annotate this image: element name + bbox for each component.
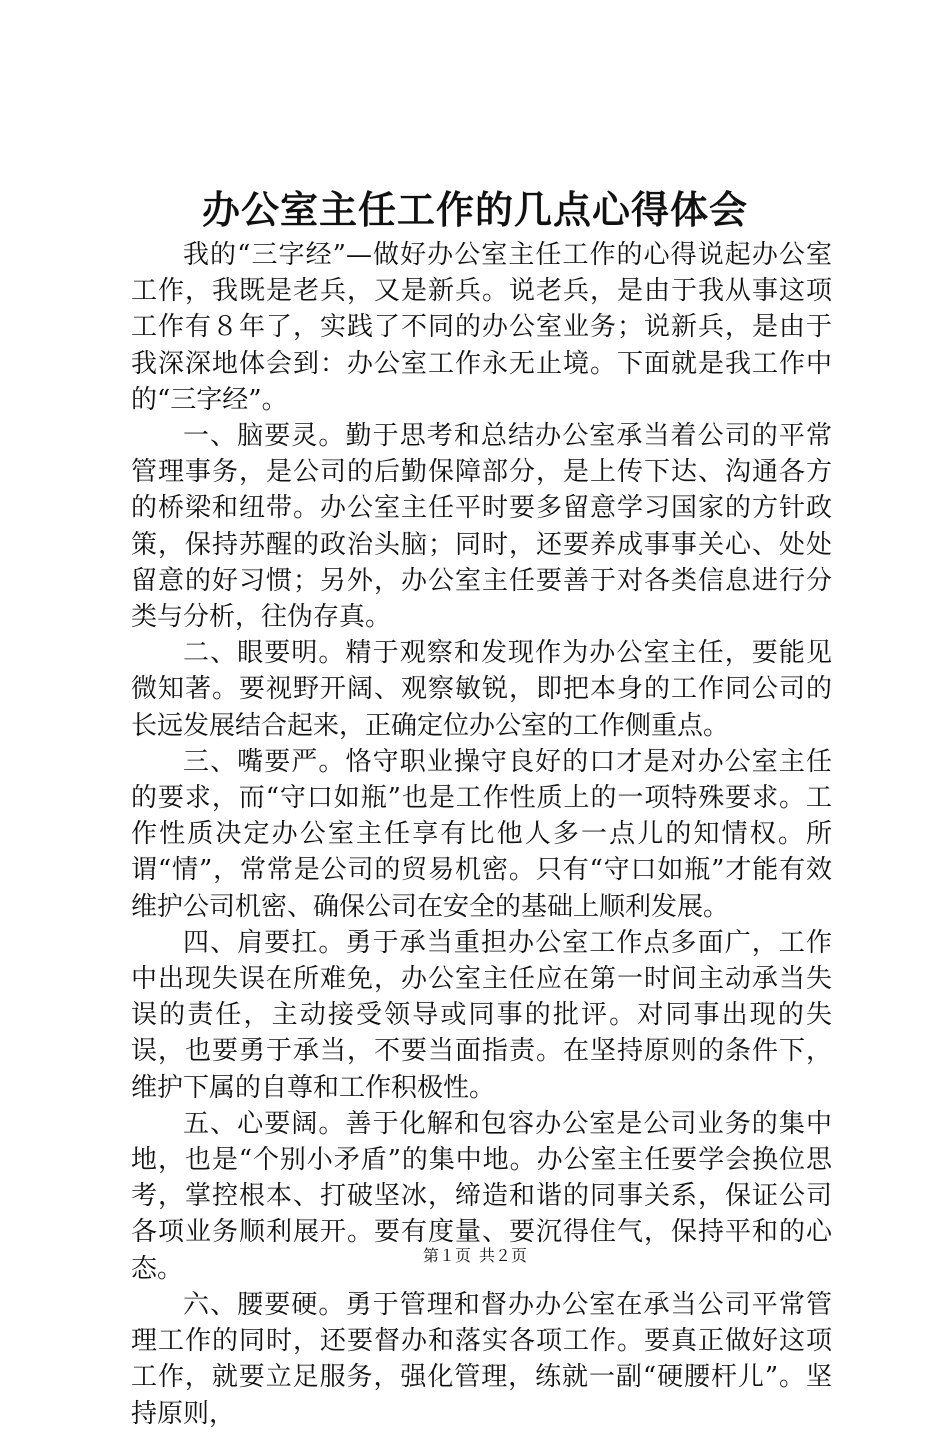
document-title: 办公室主任工作的几点心得体会: [201, 187, 748, 232]
paragraph-brain: 一、脑要灵。勤于思考和总结办公室承当着公司的平常管理事务，是公司的后勤保障部分，是上传下达、沟通各方的桥梁和纽带。办公室主任平时要多留意学习国家的方针政策，保持苏醒的政治头脑；同时，还要养成事事关心、处处留意的好习惯；另外，办公室主任要善于对各类信息进行分类与分析，往伪存真。: [131, 421, 832, 633]
paragraph-heart: 五、心要阔。善于化解和包容办公室是公司业务的集中地，也是“个别小矛盾”的集中地。办公室主任要学会换位思考，掌控根本、打破坚冰，缔造和谐的同事关系，保证公司各项业务顺利展开。要有度量、要沉得住气，保持平和的心态。: [131, 1108, 832, 1284]
page-total: 共２页: [479, 1246, 528, 1265]
paragraph-mouth: 三、嘴要严。恪守职业操守良好的口才是对办公室主任的要求，而“守口如瓶”也是工作性质上的一项特殊要求。工作性质决定办公室主任享有比他人多一点儿的知情权。所谓“情”，常常是公司的贸易机密。只有“守口如瓶”才能有效维护公司机密、确保公司在安全的基础上顺利发展。: [131, 746, 832, 922]
paragraph-intro: 我的“三字经”—做好办公室主任工作的心得说起办公室工作，我既是老兵，又是新兵。说老兵，是由于我从事这项工作有８年了，实践了不同的办公室业务；说新兵，是由于我深深地体会到：办公室工作永无止境。下面就是我工作中的“三字经”。: [131, 240, 832, 415]
paragraph-waist: 六、腰要硬。勇于管理和督办办公室在承当公司平常管理工作的同时，还要督办和落实各项工作。要真正做好这项工作，就要立足服务，强化管理，练就一副“硬腰杆儿”。坚持原则，: [131, 1289, 832, 1429]
paragraph-shoulders: 四、肩要扛。勇于承当重担办公室工作点多面广，工作中出现失误在所难免，办公室主任应在第一时间主动承当失误的责任，主动接受领导或同事的批评。对同事出现的失误，也要勇于承当，不要当面指责。在坚持原则的条件下，维护下属的自尊和工作积极性。: [131, 927, 832, 1103]
page-footer: [0, 1244, 950, 1268]
page-number: 第１页: [422, 1246, 471, 1265]
paragraph-eyes: 二、眼要明。精于观察和发现作为办公室主任，要能见微知著。要视野开阔、观察敏锐，即把本身的工作同公司的长远发展结合起来，正确定位办公室的工作侧重点。: [131, 638, 832, 741]
